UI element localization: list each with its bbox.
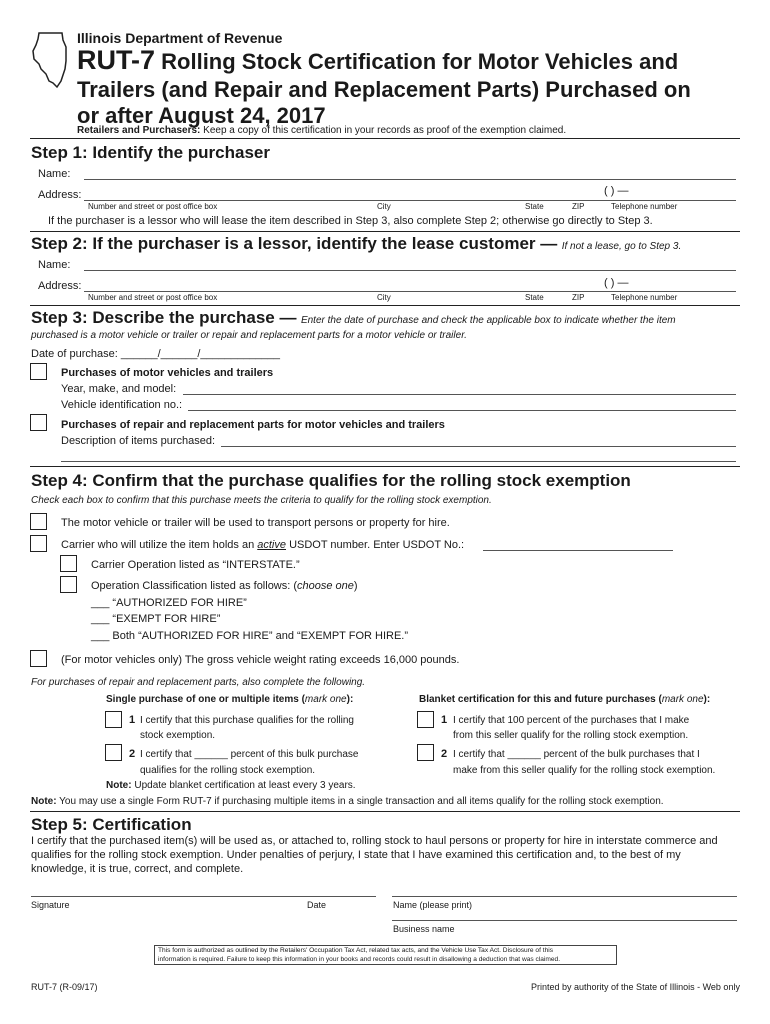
name-print-line[interactable] (392, 896, 737, 897)
update-note (106, 780, 356, 791)
form-title-line2: Trailers (and Repair and Replacement Parts) Purchased on (77, 77, 691, 102)
vin-field[interactable] (188, 410, 736, 411)
interstate-label: Carrier Operation listed as “INTERSTATE.” (91, 559, 300, 571)
blanket-heading (419, 694, 710, 705)
update-text: Update blanket certification at least every 3 years. (134, 780, 356, 791)
for-hire-checkbox[interactable] (30, 513, 47, 530)
step1-name-label: Name: (38, 168, 71, 180)
step1-sub-zip: ZIP (572, 202, 585, 211)
usdot-number-field[interactable] (483, 550, 673, 551)
single-2-num: 2 (129, 748, 136, 760)
step1-name-field[interactable] (84, 179, 736, 180)
disclosure-line1: This form is authorized as outlined by the Retailers' Occupation Tax Act, related tax acts, and the Vehicle Use Tax Act. Disclosure of this (158, 947, 554, 954)
business-name-label: Business name (393, 924, 455, 934)
business-name-line[interactable] (392, 920, 737, 921)
step2-note: If not a lease, go to Step 3. (561, 241, 682, 252)
printed-by: Printed by authority of the State of Illinois - Web only (531, 982, 740, 992)
classification-label (91, 580, 358, 592)
step2-sub-street: Number and street or post office box (88, 293, 218, 302)
single-tail: ): (346, 694, 354, 705)
single-1-line2: stock exemption. (140, 730, 216, 741)
step4-heading: Step 4: Confirm that the purchase qualifies for the rolling stock exemption (31, 471, 631, 490)
step1-sub-state: State (525, 202, 544, 211)
form-title-line3: or after August 24, 2017 (77, 103, 326, 128)
step4-instr: Check each box to confirm that this purchase meets the criteria to qualify for the rolling stock exemption. (31, 495, 492, 506)
signature-line[interactable] (31, 896, 376, 897)
step3-instr2: purchased is a motor vehicle or trailer or repair and replacement parts for a motor vehicle or trailer. (31, 330, 467, 341)
blanket-2-num: 2 (441, 748, 448, 760)
step4-note-label: Note: (31, 796, 57, 807)
retailers-note (77, 125, 566, 136)
usdot-active: active (257, 539, 286, 551)
ymm-field[interactable] (183, 394, 736, 395)
step5-text: I certify that the purchased item(s) will be used as, or attached to, rolling stock to haul persons or property for hire in interstate commerce and qualifies for the rolling stock exemption. Under penalties of perjury, I state that I have examined this certification and, to the best of my knowledge, it is true, correct, and complete. (31, 835, 718, 875)
blanket-2-checkbox[interactable] (417, 744, 434, 761)
step1-sub-phone: Telephone number (611, 202, 678, 211)
step1-sub-street: Number and street or post office box (88, 202, 218, 211)
vehicles-checkbox[interactable] (30, 363, 47, 380)
gvwr-label: (For motor vehicles only) The gross vehicle weight rating exceeds 16,000 pounds. (61, 654, 460, 666)
parts-label: Purchases of repair and replacement parts for motor vehicles and trailers (61, 419, 445, 431)
step1-address-field[interactable] (84, 200, 736, 201)
step2-phone-parens: ( ) — (604, 277, 629, 289)
single-em: mark one (304, 694, 347, 705)
step5-heading: Step 5: Certification (31, 815, 192, 834)
disclosure-box (154, 945, 617, 965)
single-head: Single purchase of one or multiple items ( (106, 694, 305, 705)
step4-note (31, 796, 664, 807)
desc-field-1[interactable] (221, 446, 736, 447)
usdot-checkbox[interactable] (30, 535, 47, 552)
usdot-label (61, 539, 464, 551)
parts-checkbox[interactable] (30, 414, 47, 431)
blanket-2-line1: I certify that ______ percent of the bulk purchases that I (453, 749, 700, 760)
step2-sub-phone: Telephone number (611, 293, 678, 302)
step2-heading-row (31, 234, 681, 254)
blanket-em: mark one (661, 694, 704, 705)
step2-heading: Step 2: If the purchaser is a lessor, identify the lease customer — (31, 234, 558, 253)
classification-em: choose one (297, 580, 354, 592)
step1-lessor-note: If the purchaser is a lessor who will lease the item described in Step 3, also complete Step 2; otherwise go directly to Step 3. (48, 215, 653, 227)
step2-address-field[interactable] (84, 291, 736, 292)
department-name: Illinois Department of Revenue (77, 30, 283, 46)
step2-address-label: Address: (38, 280, 82, 292)
single-2-checkbox[interactable] (105, 744, 122, 761)
form-title-text1: Rolling Stock Certification for Motor Vehicles and (161, 49, 679, 74)
header-divider (30, 138, 740, 139)
vehicles-label: Purchases of motor vehicles and trailers (61, 367, 274, 379)
step1-divider (30, 231, 740, 232)
step2-sub-state: State (525, 293, 544, 302)
disclosure-line2: information is required. Failure to keep this information in your books and records could result in disallowing a deduction that was claimed. (158, 955, 561, 963)
blanket-1-line2: from this seller qualify for the rolling stock exemption. (453, 730, 689, 741)
classification-post: ) (353, 580, 358, 592)
interstate-checkbox[interactable] (60, 555, 77, 572)
step3-heading-row (31, 308, 676, 328)
blanket-2-line2: make from this seller qualify for the rolling stock exemption. (453, 765, 716, 776)
usdot-post: USDOT number. Enter USDOT No.: (289, 539, 465, 551)
retailers-label: Retailers and Purchasers: (77, 125, 201, 136)
single-1-checkbox[interactable] (105, 711, 122, 728)
for-hire-label: The motor vehicle or trailer will be used to transport persons or property for hire. (61, 517, 450, 529)
vin-label: Vehicle identification no.: (61, 399, 183, 411)
blanket-1-checkbox[interactable] (417, 711, 434, 728)
step4-divider (30, 811, 740, 812)
date-label: Date (307, 900, 327, 910)
step3-heading: Step 3: Describe the purchase — (31, 308, 297, 327)
option-exempt[interactable]: ___ “EXEMPT FOR HIRE” (91, 613, 221, 625)
illinois-state-icon (29, 31, 71, 89)
step3-date-field[interactable]: Date of purchase: ______/______/_____________ (31, 348, 280, 360)
desc-field-2[interactable] (61, 461, 736, 462)
single-2-line1: I certify that ______ percent of this bulk purchase (140, 749, 359, 760)
form-revision: RUT-7 (R-09/17) (31, 982, 98, 992)
step1-phone-parens: ( ) — (604, 185, 629, 197)
option-authorized[interactable]: ___ “AUTHORIZED FOR HIRE” (91, 597, 247, 609)
update-label: Note: (106, 780, 132, 791)
blanket-head: Blanket certification for this and future purchases ( (419, 694, 662, 705)
blanket-1-line1: I certify that 100 percent of the purchases that I make (453, 715, 690, 726)
step1-heading: Step 1: Identify the purchaser (31, 143, 270, 162)
blanket-tail: ): (703, 694, 711, 705)
step3-divider (30, 466, 740, 467)
single-1-num: 1 (129, 714, 136, 726)
blanket-1-num: 1 (441, 714, 448, 726)
parts-note: For purchases of repair and replacement parts, also complete the following. (31, 677, 366, 688)
name-print-label: Name (please print) (393, 900, 473, 910)
step4-note-text: You may use a single Form RUT-7 if purchasing multiple items in a single transaction and all items qualify for the rolling stock exemption. (59, 796, 664, 807)
classification-pre: Operation Classification listed as follows: ( (91, 580, 298, 592)
ymm-label: Year, make, and model: (61, 383, 177, 395)
option-both[interactable]: ___ Both “AUTHORIZED FOR HIRE” and “EXEMPT FOR HIRE.” (91, 630, 409, 642)
signature-label: Signature (31, 900, 70, 910)
form-code: RUT-7 (77, 45, 156, 75)
usdot-pre: Carrier who will utilize the item holds an (61, 539, 255, 551)
step1-address-label: Address: (38, 189, 82, 201)
step2-name-field[interactable] (84, 270, 736, 271)
desc-label: Description of items purchased: (61, 435, 216, 447)
step1-sub-city: City (377, 202, 391, 211)
step2-sub-zip: ZIP (572, 293, 585, 302)
step3-instr1: Enter the date of purchase and check the applicable box to indicate whether the item (300, 315, 676, 326)
classification-checkbox[interactable] (60, 576, 77, 593)
gvwr-checkbox[interactable] (30, 650, 47, 667)
retailers-text: Keep a copy of this certification in your records as proof of the exemption claimed. (203, 125, 567, 136)
single-heading (106, 694, 353, 705)
step2-name-label: Name: (38, 259, 71, 271)
form-title-line1 (77, 47, 678, 75)
single-2-line2: qualifies for the rolling stock exemption. (140, 765, 316, 776)
step2-divider (30, 305, 740, 306)
step2-sub-city: City (377, 293, 391, 302)
single-1-line1: I certify that this purchase qualifies for the rolling (140, 715, 354, 726)
